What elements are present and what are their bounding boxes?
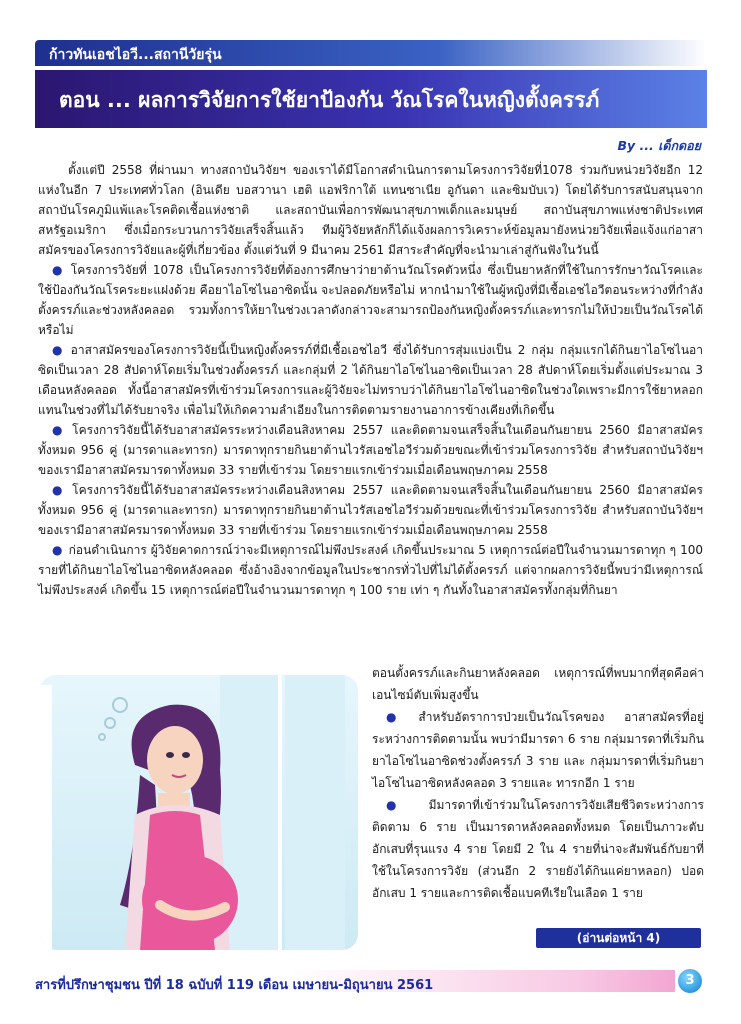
face bbox=[147, 726, 203, 794]
thought-bubble-icon bbox=[105, 718, 115, 728]
continue-on-page-label: (อ่านต่อหน้า 4) bbox=[536, 928, 701, 948]
bullet-dot-icon: ● bbox=[52, 343, 65, 357]
bullet-text-6: สำหรับอัตราการป่วยเป็นวัณโรคของ อาสาสมัครที่อยู่ระหว่างการติดตามนั้น พบว่ามีมารดา 6 ราย กลุ่มมารดาที่เริ่มกินยาไอโซไนอาซิดช่วงตั้งครรภ์ 3 ราย และ กลุ่มมารดาที่เริ่มกินยาไอโซไนอาซิดหลังคลอด 3 รายและ ทารกอีก 1 ราย bbox=[372, 710, 704, 790]
bullet-paragraph-4 bbox=[38, 480, 703, 540]
bullet-dot-icon: ● bbox=[52, 543, 63, 557]
illustration-svg bbox=[40, 675, 358, 950]
side-continuation: ตอนตั้งครรภ์และกินยาหลังคลอด เหตุการณ์ที่พบมากที่สุดคือค่าเอนไซม์ตับเพิ่มสูงขึ้น bbox=[372, 666, 704, 702]
intro-paragraph: ตั้งแต่ปี 2558 ที่ผ่านมา ทางสถาบันวิจัยฯ ของเราได้มีโอกาสดำเนินการตามโครงการวิจัยที่1078 ร่วมกับหน่วยวิจัยอีก 12 แห่งในอีก 7 ประเทศทั่วโลก (อินเดีย บอสวานา เฮติ แอฟริกาใต้ แทนซาเนีย อูกันดา และซิมบับเว) โดยได้รับการสนับสนุนจากสถาบันโรคภูมิแพ้และโรคติดเชื้อแห่งชาติ และสถาบันเพื่อการพัฒนาสุขภาพเด็กและมนุษย์ สถาบันสุขภาพแห่งชาติประเทศสหรัฐอเมริกา ซึ่งเมื่อกระบวนการวิจัยเสร็จสิ้นแล้ว ทีมผู้วิจัยหลักก็ได้แจ้งผลการวิเคราะห์ข้อมูลมายังหน่วยวิจัยเพื่อแจ้งแก่อาสาสมัครของโครงการวิจัยและผู้ที่เกี่ยวข้อง ตั้งแต่วันที่ 9 มีนาคม 2561 มีสาระสำคัญที่จะนำมาเล่าสู่กันฟังในวันนี้ bbox=[38, 163, 703, 257]
bullet-paragraph-3 bbox=[38, 420, 703, 480]
bullet-dot-icon: ● bbox=[386, 798, 423, 812]
window-frame bbox=[40, 685, 52, 950]
footer-publication-info: สารที่ปรึกษาชุมชน ปีที่ 18 ฉบับที่ 119 เดือน เมษายน-มิถุนายน 2561 bbox=[35, 978, 434, 993]
window-pane bbox=[285, 675, 345, 950]
title-bar bbox=[35, 70, 707, 128]
bullet-paragraph-2 bbox=[38, 340, 703, 420]
bullet-text-3: โครงการวิจัยนี้ได้รับอาสาสมัครระหว่างเดือนสิงหาคม 2557 และติดตามจนเสร็จสิ้นในเดือนกันยายน 2560 มีอาสาสมัครทั้งหมด 956 คู่ (มารดาและทารก) มารดาทุกรายกินยาต้านไวรัสเอชไอวีร่วมด้วยขณะที่เข้าร่วมโครงการวิจัย สำหรับสถาบันวิจัยฯ ของเรามีอาสาสมัครมารดาทั้งหมด 33 รายที่เข้าร่วม โดยรายแรกเข้าร่วมเมื่อเดือนพฤษภาคม 2558 bbox=[38, 423, 703, 477]
bullet-paragraph-1 bbox=[38, 260, 703, 340]
article-title: ตอน ... ผลการวิจัยการใช้ยาป้องกัน วัณโรคในหญิงตั้งครรภ์ bbox=[59, 88, 600, 112]
bullet-dot-icon: ● bbox=[52, 263, 65, 277]
belly bbox=[142, 855, 238, 945]
bullet-text-7: มีมารดาที่เข้าร่วมในโครงการวิจัยเสียชีวิตระหว่างการติดตาม 6 ราย เป็นมารดาหลังคลอดทั้งหมด โดยเป็นภาวะตับอักเสบที่รุนแรง 4 ราย โดยมี 2 ใน 4 รายที่น่าจะสัมพันธ์กับยาที่ใช้ในโครงการวิจัย (ส่วนอีก 2 รายยังได้กินแค่ยาหลอก) ปอดอักเสบ 1 รายและการติดเชื้อแบคทีเรียในเลือด 1 ราย bbox=[372, 798, 704, 900]
section-label: ก้าวทันเอชไอวี...สถานีวัยรุ่น bbox=[49, 47, 222, 63]
page-number: 3 bbox=[678, 969, 702, 993]
bullet-paragraph-5 bbox=[38, 540, 703, 600]
thought-bubble-icon bbox=[113, 698, 127, 712]
article-side-column bbox=[372, 662, 704, 904]
thought-bubble-icon bbox=[99, 734, 105, 740]
bullet-paragraph-6 bbox=[372, 706, 704, 794]
bullet-text-1: โครงการวิจัยที่ 1078 เป็นโครงการวิจัยที่ต้องการศึกษาว่ายาต้านวัณโรคตัวหนึ่ง ซึ่งเป็นยาหลักที่ใช้ในการรักษาวัณโรคและใช้ป้องกันวัณโรคระยะแฝงด้วย คือยาไอโซไนอาซิดนั้น จะปลอดภัยหรือไม่ หากนำมาใช้ในผู้หญิงที่มีเชื้อเอชไอวีตอนระหว่างที่กำลังตั้งครรภ์และช่วงหลังคลอด รวมทั้งการให้ยาในช่วงเวลาดังกล่าวจะสามารถป้องกันหญิงตั้งครรภ์และทารกไม่ให้ป่วยเป็นวัณโรคได้หรือไม่ bbox=[38, 263, 703, 337]
bullet-dot-icon: ● bbox=[52, 483, 67, 497]
bullet-text-5: ก่อนดำเนินการ ผู้วิจัยคาดการณ์ว่าจะมีเหตุการณ์ไม่พึงประสงค์ เกิดขึ้นประมาณ 5 เหตุการณ์ต่อปีในจำนวนมารดาทุก ๆ 100 รายที่ได้กินยาไอโซไนอาซิดหลังคลอด ซึ่งอ้างอิงจากข้อมูลในประชากรทั่วไปที่ไม่ได้ตั้งครรภ์ แต่จากผลการวิจัยนี้พบว่ามีเหตุการณ์ไม่พึงประสงค์ เกิดขึ้น 15 เหตุการณ์ต่อปีในจำนวนมารดาทุก ๆ 100 ราย เท่า ๆ กันทั้งในอาสาสมัครทั้งกลุ่มที่กินยา bbox=[38, 543, 703, 597]
byline: By ... เด็กดอย bbox=[617, 138, 701, 153]
section-header-bar bbox=[35, 40, 707, 66]
bullet-dot-icon: ● bbox=[52, 423, 67, 437]
article-body bbox=[38, 160, 703, 600]
pregnant-woman-illustration bbox=[40, 675, 358, 950]
bullet-text-4: โครงการวิจัยนี้ได้รับอาสาสมัครระหว่างเดือนสิงหาคม 2557 และติดตามจนเสร็จสิ้นในเดือนกันยายน 2560 มีอาสาสมัครทั้งหมด 956 คู่ (มารดาและทารก) มารดาทุกรายกินยาต้านไวรัสเอชไอวีร่วมด้วยขณะที่เข้าร่วมโครงการวิจัย สำหรับสถาบันวิจัยฯ ของเรามีอาสาสมัครมารดาทั้งหมด 33 รายที่เข้าร่วม โดยรายแรกเข้าร่วมเมื่อเดือนพฤษภาคม 2558 bbox=[38, 483, 703, 537]
eye bbox=[182, 752, 190, 758]
eye bbox=[166, 752, 174, 758]
bullet-paragraph-7 bbox=[372, 794, 704, 904]
bullet-dot-icon: ● bbox=[386, 710, 413, 724]
bullet-text-2: อาสาสมัครของโครงการวิจัยนี้เป็นหญิงตั้งครรภ์ที่มีเชื้อเอชไอวี ซึ่งได้รับการสุ่มแบ่งเป็น 2 กลุ่ม กลุ่มแรกได้กินยาไอโซไนอาซิดเป็นเวลา 28 สัปดาห์โดยเริ่มในช่วงตั้งครรภ์ และกลุ่มที่ 2 ได้กินยาไอโซไนอาซิดเป็นเวลา 28 สัปดาห์โดยเริ่มตั้งแต่ประมาณ 3 เดือนหลังคลอด ทั้งนี้อาสาสมัครที่เข้าร่วมโครงการและผู้วิจัยจะไม่ทราบว่าได้กินยาไอโซไนอาซิดในช่วงใดเพราะมีการใช้ยาหลอกแทนในช่วงที่ไม่ได้รับยาจริง เพื่อไม่ให้เกิดความลำเอียงในการติดตามรายงานอาการข้างเคียงที่เกิดขึ้น bbox=[38, 343, 703, 417]
